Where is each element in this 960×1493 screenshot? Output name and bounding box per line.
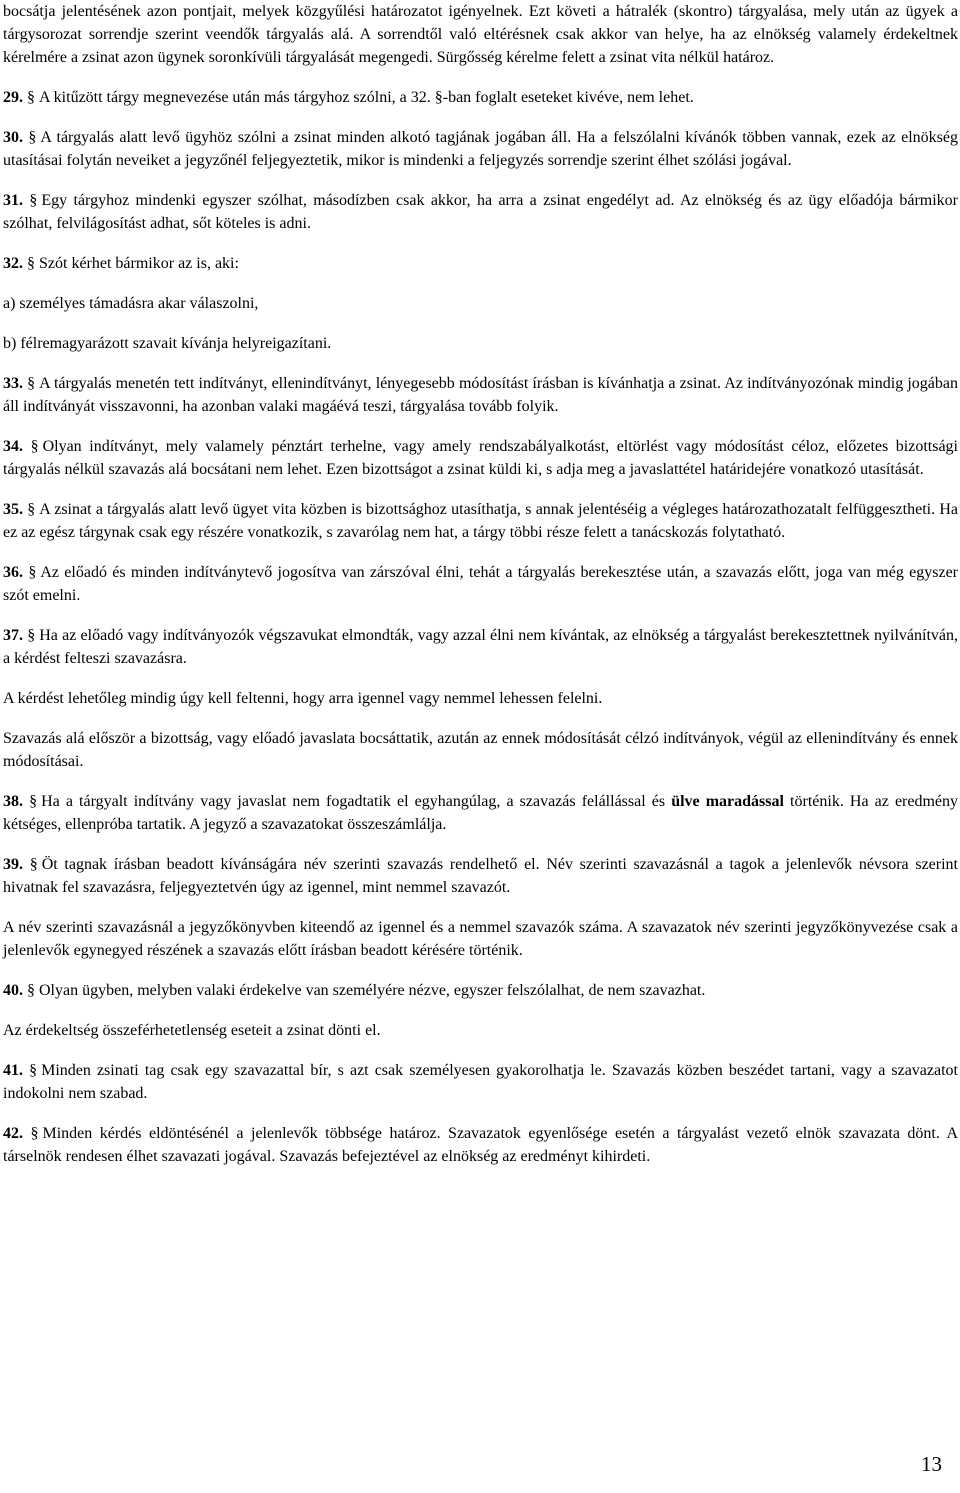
paragraph-sign: § bbox=[28, 129, 37, 146]
section-number: 39. bbox=[3, 856, 23, 873]
section-text: Szót kérhet bármikor az is, aki: bbox=[39, 255, 239, 272]
list-item-a: a) személyes támadásra akar válaszolni, bbox=[3, 295, 259, 312]
section-33 bbox=[3, 372, 958, 418]
section-number: 40. bbox=[3, 982, 23, 999]
list-item-b: b) félremagyarázott szavait kívánja helyreigazítani. bbox=[3, 335, 332, 352]
section-text: Minden zsinati tag csak egy szavazattal bír, s azt csak személyesen gyakorolhatja le. Szavazás közben beszédet tartani, vagy a szavazatot indokolni nem szabad. bbox=[3, 1062, 959, 1102]
section-text: Ha az előadó vagy indítványozók végszavukat elmondták, vagy azzal élni nem kívántak, az elnökség a tárgyalást berekesztettnek nyilvánítván, a kérdést felteszi szavazásra. bbox=[3, 627, 959, 667]
section-number: 30. bbox=[3, 129, 23, 146]
section-number: 31. bbox=[3, 192, 23, 209]
paragraph-sign: § bbox=[29, 192, 38, 209]
section-40 bbox=[3, 979, 958, 1002]
section-number: 33. bbox=[3, 375, 23, 392]
paragraph-39a: A név szerinti szavazásnál a jegyzőkönyvben kiteendő az igennel és a nemmel szavazók száma. A szavazatok név szerinti jegyzőkönyvezése csak a jelenlevők egynegyed részének a szavazás előtt írásban beadott kérésére történik. bbox=[3, 919, 958, 959]
section-text: Olyan indítványt, mely valamely pénztárt terhelne, vagy amely rendszabályalkotást, eltörlést vagy módosítást céloz, előzetes bizottsági tárgyalás nélkül szavazás alá bocsátani nem lehet. Ezen bizottságot a zsinat küldi ki, s adja meg a javaslattétel határidejére vonatkozó utasítását. bbox=[3, 438, 959, 478]
section-38 bbox=[3, 790, 958, 836]
section-text-continued: történik. Ha az eredmény kétséges, ellenpróba tartatik. A jegyző a szavazatokat összeszámlálja. bbox=[3, 793, 959, 833]
section-42 bbox=[3, 1122, 958, 1168]
section-37 bbox=[3, 624, 958, 670]
section-text: Az előadó és minden indítványtevő jogosítva van zárszóval élni, tehát a tárgyalás berekesztése után, a szavazás előtt, joga van még egyszer szót emelni. bbox=[3, 564, 959, 604]
paragraph-sign: § bbox=[29, 793, 38, 810]
section-35 bbox=[3, 498, 958, 544]
paragraph-sign: § bbox=[29, 1062, 38, 1079]
section-32 bbox=[3, 252, 958, 275]
section-29 bbox=[3, 86, 958, 109]
section-31 bbox=[3, 189, 958, 235]
section-number: 38. bbox=[3, 793, 23, 810]
paragraph-sign: § bbox=[29, 856, 38, 873]
paragraph-40a: Az érdekeltség összeférhetetlenség eseteit a zsinat dönti el. bbox=[3, 1022, 381, 1039]
paragraph-sign: § bbox=[27, 375, 36, 392]
section-number: 34. bbox=[3, 438, 23, 455]
section-text: A kitűzött tárgy megnevezése után más tárgyhoz szólni, a 32. §-ban foglalt eseteket kivéve, nem lehet. bbox=[39, 89, 694, 106]
section-number: 36. bbox=[3, 564, 23, 581]
page-number: 13 bbox=[921, 1452, 942, 1476]
section-39 bbox=[3, 853, 958, 899]
paragraph-sign: § bbox=[28, 564, 37, 581]
section-text: A tárgyalás menetén tett indítványt, ellenindítványt, lényegesebb módosítást írásban is kívánhatja a zsinat. Az indítványozónak mindig jogában áll indítványát visszavonni, ha azonban valaki magáévá teszi, tárgyalása tovább folyik. bbox=[3, 375, 959, 415]
paragraph-sign: § bbox=[27, 89, 35, 106]
bold-phrase: ülve maradással bbox=[671, 793, 784, 810]
section-34 bbox=[3, 435, 958, 481]
section-text: A tárgyalás alatt levő ügyhöz szólni a zsinat minden alkotó tagjának jogában áll. Ha a felszólalni kívánók többen vannak, ezek az elnökség utasításai folytán neveiket a jegyzőnél feljegyeztetik, mikor is mindenki a feljegyzés sorrendje szerint élhet szólási jogával. bbox=[3, 129, 959, 169]
paragraph-sign: § bbox=[30, 438, 39, 455]
section-30 bbox=[3, 126, 958, 172]
section-number: 29. bbox=[3, 89, 23, 106]
section-number: 32. bbox=[3, 255, 23, 272]
intro-paragraph: bocsátja jelentésének azon pontjait, melyek közgyűlési határozatot igényelnek. Ezt követi a hátralék (skontro) tárgyalása, mely után az ügyek a tárgysorozat sorrendje szerint veendők tárgyalás alá. A sorrendtől való eltérésnek csak akkor van helye, ha az elnökség valamely érdekeltnek kérelmére a zsinat azon ügynek soronkívüli tárgyalását megengedi. Sürgősség kérelme felett a zsinat vita nélkül határoz. bbox=[3, 3, 958, 66]
section-text: Minden kérdés eldöntésénél a jelenlevők többsége határoz. Szavazatok egyenlősége esetén a tárgyalást vezető elnök szavazata dönt. A társelnök rendesen élhet szavazati jogával. Szavazás befejeztével az elnökség az eredményt kihirdeti. bbox=[3, 1125, 958, 1165]
paragraph-sign: § bbox=[27, 255, 35, 272]
section-41 bbox=[3, 1059, 958, 1105]
section-number: 37. bbox=[3, 627, 23, 644]
document-page bbox=[3, 0, 958, 1185]
section-text: Ha a tárgyalt indítvány vagy javaslat nem fogadtatik el egyhangúlag, a szavazás felállással és bbox=[41, 793, 666, 810]
paragraph-37b: Szavazás alá először a bizottság, vagy előadó javaslata bocsáttatik, azután az ennek módosítását célzó indítványok, végül az ellenindítvány és ennek módosításai. bbox=[3, 730, 958, 770]
paragraph-sign: § bbox=[30, 1125, 39, 1142]
paragraph-sign: § bbox=[27, 982, 35, 999]
section-number: 42. bbox=[3, 1125, 23, 1142]
section-number: 41. bbox=[3, 1062, 23, 1079]
section-text: Öt tagnak írásban beadott kívánságára név szerinti szavazás rendelhető el. Név szerinti szavazásnál a tagok a jelenlevők névsora szerint hivatnak fel szavazásra, feljegyeztetvén úgy az igennel, mint nemmel szavazót. bbox=[3, 856, 958, 896]
section-text: A zsinat a tárgyalás alatt levő ügyet vita közben is bizottsághoz utasíthatja, s annak jelentéséig a végleges határozathozatalt felfüggesztheti. Ha ez az egész tárgynak csak egy részére vonatkozik, s zavarólag nem hat, a tárgy többi része felett a tanácskozás folytatható. bbox=[3, 501, 959, 541]
section-text: Olyan ügyben, melyben valaki érdekelve van személyére nézve, egyszer felszólalhat, de nem szavazhat. bbox=[39, 982, 706, 999]
paragraph-sign: § bbox=[27, 627, 36, 644]
section-number: 35. bbox=[3, 501, 23, 518]
section-36 bbox=[3, 561, 958, 607]
paragraph-37a: A kérdést lehetőleg mindig úgy kell feltenni, hogy arra igennel vagy nemmel lehessen felelni. bbox=[3, 690, 603, 707]
paragraph-sign: § bbox=[27, 501, 36, 518]
section-text: Egy tárgyhoz mindenki egyszer szólhat, másodízben csak akkor, ha arra a zsinat engedélyt ad. Az elnökség és az ügy előadója bármikor szólhat, felvilágosítást adhat, sőt köteles is adni. bbox=[3, 192, 959, 232]
